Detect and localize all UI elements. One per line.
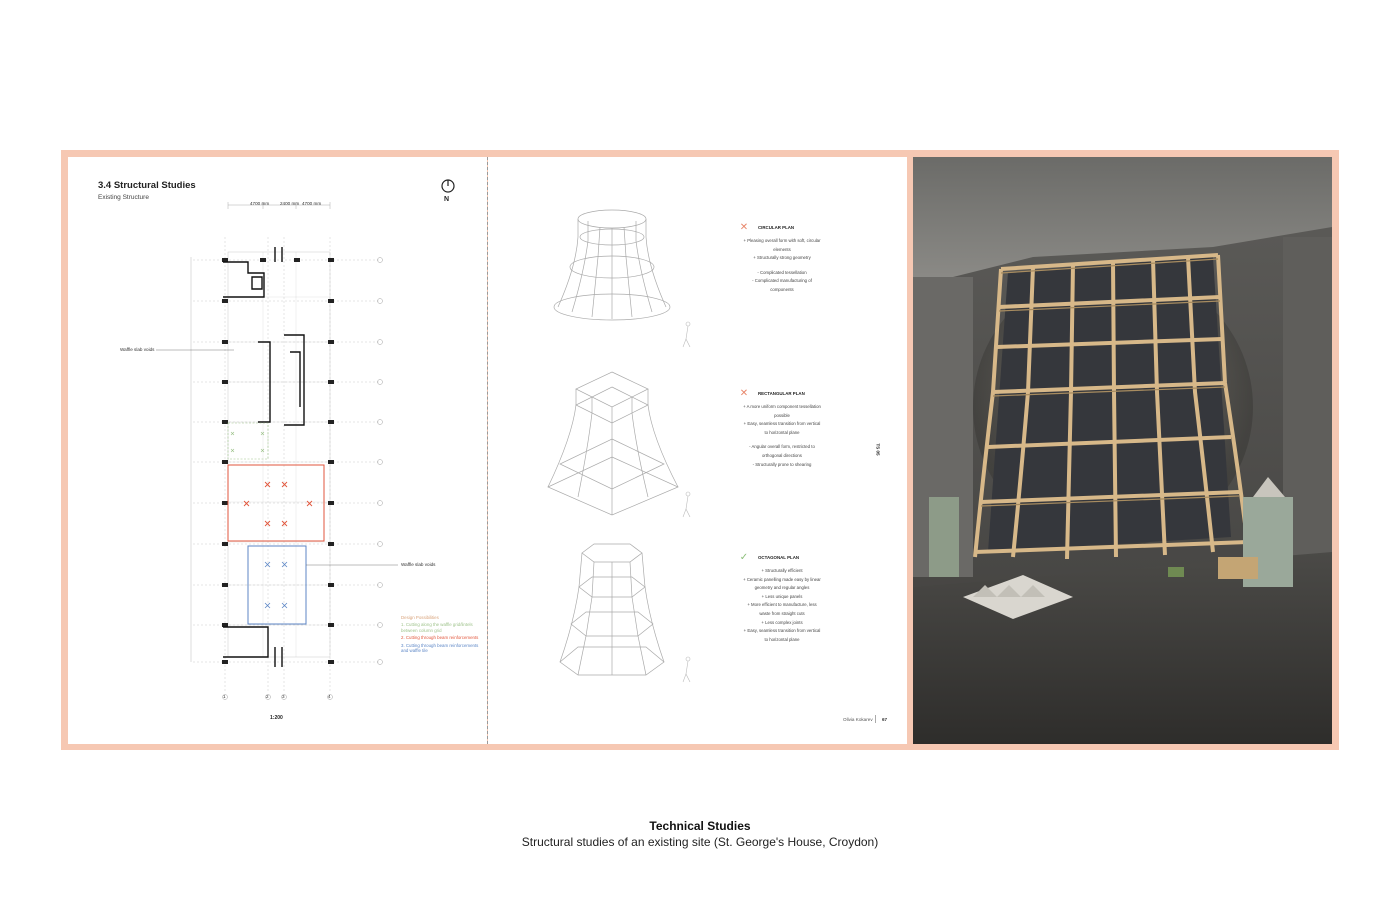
design-legend	[401, 615, 481, 653]
option-pro: + Structurally efficient	[761, 568, 803, 573]
annotation-waffle-right: Waffle slab voids	[401, 562, 436, 567]
dimension-label: 2400 mm	[280, 201, 300, 206]
grid-number: 2	[266, 694, 269, 699]
scale-label: 1:200	[270, 715, 283, 721]
cross-icon: ✕	[739, 388, 749, 399]
option-title: CIRCULAR PLAN	[758, 224, 795, 230]
floor-plan-drawing	[68, 157, 487, 744]
section-title: 3.4 Structural Studies	[98, 180, 196, 191]
option-pro: + A more uniform component tessellation possible	[743, 404, 821, 418]
option-rectangular	[738, 389, 838, 469]
option-title: OCTAGONAL PLAN	[758, 554, 800, 560]
footer-author: Olivia Kokarev	[843, 717, 873, 722]
middle-page	[488, 157, 907, 744]
option-octagonal	[738, 553, 838, 644]
caption-title: Technical Studies	[649, 819, 751, 833]
option-con: - Angular overall form, restricted to orthogonal directions	[749, 444, 815, 458]
section-subtitle: Existing Structure	[98, 194, 149, 201]
option-pro: + More efficient to manufacture, less waste from straight cuts	[747, 602, 817, 616]
dimension-label: 4700 mm	[302, 201, 322, 206]
frame-studies-drawing	[488, 157, 907, 744]
legend-item: 3. Cutting through beam reinforcements and waffle tile	[401, 642, 479, 654]
option-pro: + Easy, seamless transition from vertical to horizontal plane	[743, 421, 821, 435]
grid-number: 4	[328, 694, 331, 699]
page-number: 67	[882, 717, 888, 722]
legend-item: 2. Cutting through beam reinforcements	[401, 635, 479, 641]
annotation-waffle-left: Waffle slab voids	[120, 347, 155, 352]
option-con: - Structurally prone to shearing	[752, 461, 812, 467]
checkmark-icon: ✓	[739, 552, 749, 563]
option-pro: + Less complex joints	[761, 619, 803, 625]
grid-number: 3	[282, 694, 285, 699]
option-circular	[738, 223, 838, 295]
caption-subtitle: Structural studies of an existing site (St. George's House, Croydon)	[521, 835, 879, 849]
option-con: - Complicated tessellation	[757, 269, 807, 275]
option-title: RECTANGULAR PLAN	[758, 390, 805, 396]
option-pro: + Structurally strong geometry	[753, 255, 811, 261]
footer-separator	[875, 715, 876, 723]
cross-icon: ✕	[739, 222, 749, 233]
grid-number: 1	[223, 694, 226, 699]
option-pro: + Less unique panels	[761, 593, 803, 599]
option-pro: + Easy, seamless transition from vertical to horizontal plane	[743, 628, 821, 642]
left-page	[68, 157, 487, 744]
legend-title: Design Possibilities	[401, 615, 439, 620]
page-tab: TS 05	[875, 443, 881, 456]
legend-item: 1. Cutting along the waffle grid/lintels between column grid	[401, 622, 473, 633]
north-label: N	[444, 196, 450, 203]
option-pro: + Pleasing overall form with soft, circular elements	[743, 238, 821, 252]
option-pro: + Ceramic panelling made easy by linear geometry and regular angles	[743, 576, 821, 591]
timber-frame-render	[913, 157, 1332, 744]
option-con: - Complicated manufacturing of components	[752, 278, 812, 292]
render-image	[913, 157, 1332, 744]
dimension-label: 4700 mm	[250, 201, 270, 206]
